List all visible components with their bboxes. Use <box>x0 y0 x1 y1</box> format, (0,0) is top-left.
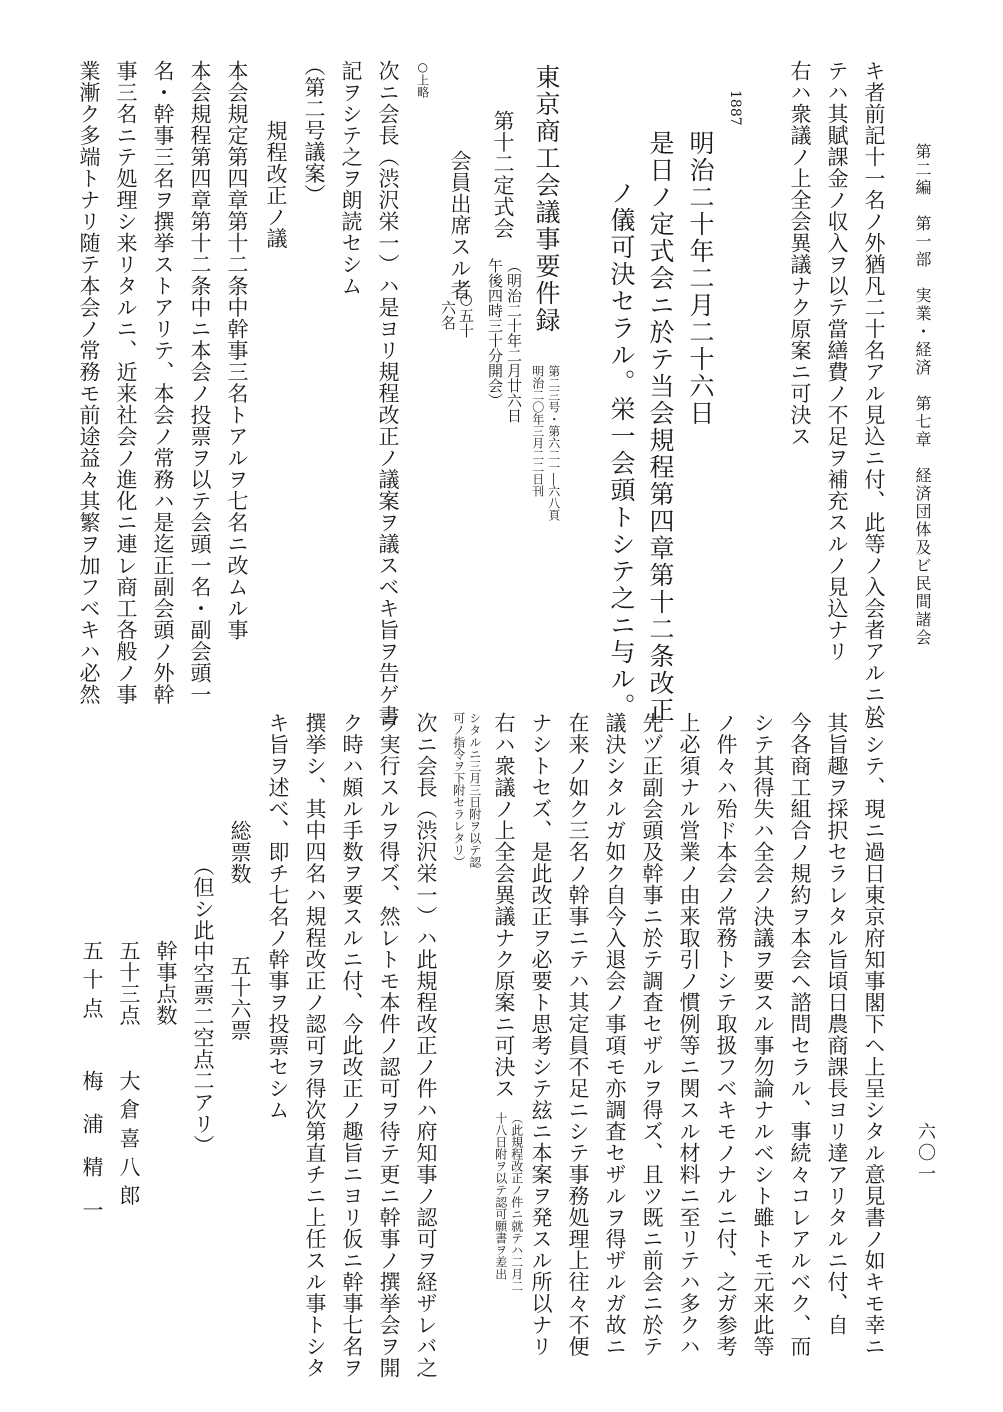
summary-line: 是日ノ定式会ニ於テ当会規程第四章第十二条改正 <box>646 130 675 724</box>
resolution-note: 可ノ指令ヲ下附セラレタリ） <box>451 712 466 868</box>
top-paragraph-line: キ者前記十一名ノ外猶凡二十名アル見込ニ付、此等ノ入会者アルニ於 <box>862 60 886 727</box>
body-line: 撰挙シ、其中四名ハ規程改正ノ認可ヲ得次第直チニ上任スル事トシタ <box>303 712 327 1379</box>
body-line: 上必須ナル営業ノ由来取引ノ慣例等ニ関スル材料ニ至リテハ多クハ <box>677 712 701 1357</box>
blank-votes-note: （但シ此中空票二空点二アリ） <box>191 855 215 1156</box>
body-line: ク時ハ頗ル手数ヲ要スルニ付、今此改正ノ趣旨ニヨリ仮ニ幹事七名ヲ <box>340 712 364 1379</box>
agenda-title: 規程改正ノ議 <box>264 120 288 249</box>
body-line: 次ニ会長（渋沢栄一）ハ是ヨリ規程改正ノ議案ヲ議スベキ旨ヲ告ゲ書 <box>376 60 400 727</box>
body-line: 在来ノ如ク三名ノ幹事ニテハ其定員不足ニシテ事務処理上往々不便 <box>566 712 590 1357</box>
agenda-label: （第二号議案） <box>302 55 326 206</box>
meeting-date: （明治二十年二月廿六日 <box>505 258 523 423</box>
result-name: 梅 浦 精 一 <box>80 1070 104 1221</box>
body-line: 記ヲシテ之ヲ朗読セシム <box>339 60 363 297</box>
body-line: 事三名ニテ処理シ来リタルニ、近来社会ノ進化ニ連レ商工各般ノ事 <box>114 60 138 705</box>
body-line: 先ヅ正副会頭及幹事ニ於テ調査セザルヲ得ズ、且ツ既ニ前会ニ於テ <box>640 712 664 1357</box>
body-line: 名・幹事三名ヲ撰挙ストアリテ、本会ノ常務ハ是迄正副会頭ノ外幹 <box>151 60 175 705</box>
body-line: ニシテ、現ニ過日東京府知事閣下ヘ上呈シタル意見書ノ如キモ幸ニ <box>862 712 886 1357</box>
points-label: 幹事点数 <box>154 940 178 1026</box>
body-line: ヲ実行スルヲ得ズ、然レトモ本件ノ認可ヲ待テ更ニ幹事ノ撰挙会ヲ開 <box>377 712 401 1379</box>
total-votes-value: 五十六票 <box>228 955 252 1041</box>
result-points: 五十三点 <box>117 940 141 1026</box>
body-line: キ旨ヲ述べ、即チ七名ノ幹事ヲ投票セシム <box>266 712 290 1121</box>
body-line: 本会規定第四章第十二条中幹事三名トアルヲ七名ニ改ムル事 <box>225 60 249 641</box>
source-ref: 第二三号・第六二一―六八頁 <box>546 365 561 521</box>
body-line: 今各商工組合ノ規約ヲ本会ヘ諮問セラル、事続々コレアルベク、而 <box>788 712 812 1357</box>
source-title: 東京商工会議事要件録 <box>532 64 561 334</box>
top-paragraph-line: テハ其賦課金ノ収入ヲ以テ當繕費ノ不足ヲ補充スルノ見込ナリ <box>825 60 849 662</box>
total-votes-label: 総票数 <box>228 820 252 885</box>
resolution-note: 十八日附ヲ以テ認可願書ヲ差出 <box>493 1112 508 1280</box>
attendees-label: 会員出席スル者 <box>448 150 472 301</box>
resolution-line: 右ハ衆議ノ上全会異議ナク原案ニ可決ス <box>492 712 516 1099</box>
summary-line: ノ儀可決セラル。栄一会頭トシテ之ニ与ル。 <box>607 180 636 720</box>
year-note: 1887 <box>727 90 743 126</box>
resolution-note: シタルニ三月三日附ヲ以テ認 <box>467 712 482 868</box>
body-line: 本会規程第四章第十二条中ニ本会ノ投票ヲ以テ会頭一名・副会頭一 <box>188 60 212 705</box>
body-line: ノ件々ハ殆ド本会ノ常務トシテ取扱フベキモノナルニ付、之ガ参考 <box>714 712 738 1357</box>
attendees-count: 六名 <box>439 300 457 330</box>
source-ref: 明治二〇年三月二二日刊 <box>530 365 545 497</box>
running-header: 第二編 第一部 実業・経済 第七章 経済団体及ビ民間諸会 <box>913 143 932 647</box>
omitted-mark: ○上略 <box>415 60 430 98</box>
body-line: ナシトセズ、是此改正ヲ必要ト思考シテ玆ニ本案ヲ発スル所以ナリ <box>529 712 553 1357</box>
body-line: 業漸ク多端トナリ随テ本会ノ常務モ前途益々其繁ヲ加フベキハ必然 <box>77 60 101 705</box>
page-number: 六〇一 <box>915 1122 936 1185</box>
meeting-time: 午後四時三十分開会） <box>486 258 504 408</box>
meeting-name: 第十二定式会 <box>491 110 515 239</box>
top-paragraph-line: 右ハ衆議ノ上全会異議ナク原案ニ可決ス <box>788 60 812 447</box>
resolution-note: （此規程改正ノ件ニ就テハ二月二 <box>509 1112 524 1292</box>
attendees-count: ○五十 <box>457 290 475 338</box>
body-line: 次ニ会長（渋沢栄一）ハ此規程改正ノ件ハ府知事ノ認可ヲ経ザレバ之 <box>414 712 438 1379</box>
body-line: 其旨趣ヲ採択セラレタル旨頃日農商課長ヨリ達アリタルニ付、自 <box>825 712 849 1336</box>
result-name: 大 倉 喜 八 郎 <box>117 1070 141 1207</box>
body-line: 議決シタルガ如ク自今入退会ノ事項モ亦調査セザルヲ得ザルガ故ニ <box>603 712 627 1357</box>
date-heading: 明治二十年二月二十六日 <box>686 130 715 427</box>
result-points: 五 十 点 <box>80 940 104 1019</box>
body-line: シテ其得失ハ全会ノ決議ヲ要スル事勿論ナルベシト雖トモ元来此等 <box>751 712 775 1357</box>
